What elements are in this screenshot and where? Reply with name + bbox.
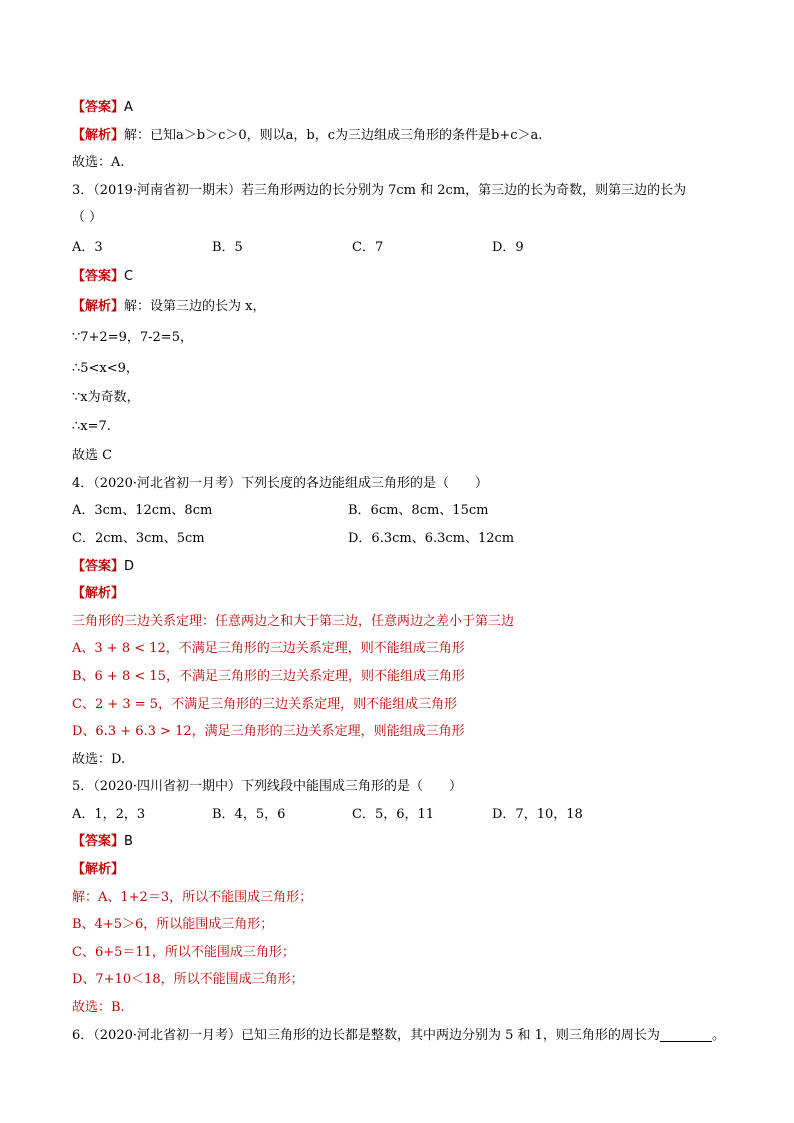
option-c: C．5，6，11 [352, 806, 435, 822]
answer-line [72, 828, 732, 856]
solution-step: D、6.3 + 6.3 > 12，满足三角形的三边关系定理，则能组成三角形 [72, 724, 465, 740]
answer-line [72, 263, 732, 291]
document-page [72, 94, 732, 1049]
option-d: D．6.3cm、6.3cm、12cm [348, 530, 515, 546]
answer-value: A [124, 100, 133, 115]
analysis-text: 解：设第三边的长为 x， [124, 298, 266, 314]
answer-label: 【答案】 [72, 558, 125, 574]
analysis-label: 【解析】 [72, 586, 125, 602]
answer-line [72, 553, 732, 581]
question-stem: 4．（2020·河北省初一月考）下列长度的各边能组成三角形的是（ ） [72, 475, 488, 491]
option-b: B．4，5，6 [212, 806, 286, 822]
option-d: D．7，10，18 [492, 806, 583, 822]
question-stem: 5．（2020·四川省初一期中）下列线段中能围成三角形的是（ ） [72, 779, 462, 795]
analysis-line [72, 291, 732, 322]
answer-label: 【答案】 [72, 100, 125, 115]
conclusion-line: 故选：D. [72, 751, 126, 767]
option-c: C．2cm、3cm、5cm [72, 530, 205, 546]
analysis-label: 【解析】 [72, 127, 125, 143]
solution-step: A、3 + 8 < 12，不满足三角形的三边关系定理，则不能组成三角形 [72, 641, 465, 657]
analysis-text: 解：已知a＞b＞c＞0，则以a，b，c为三边组成三角形的条件是b+c＞a. [124, 127, 543, 143]
solution-step: B、6 + 8 < 15，不满足三角形的三边关系定理，则不能组成三角形 [72, 668, 465, 684]
stem-end: 。 [711, 1027, 725, 1043]
option-a: A．1，2，3 [72, 806, 146, 822]
option-a: A．3 [72, 239, 103, 255]
solution-step: ∵x为奇数， [72, 389, 140, 405]
options-row [72, 801, 732, 829]
answer-blank [660, 1027, 712, 1042]
solution-step: C、2 + 3 = 5，不满足三角形的三边关系定理，则不能组成三角形 [72, 696, 458, 712]
question-stem: 3．（2019·河南省初一期末）若三角形两边的长分别为 7cm 和 2cm，第三边的长为奇数，则第三边的长为 [72, 182, 687, 198]
question-paren: （ ） [72, 210, 103, 226]
analysis-label: 【解析】 [72, 862, 125, 878]
solution-step: ∴x=7. [72, 419, 111, 435]
solution-step: B、4+5＞6，所以能围成三角形； [72, 917, 274, 933]
option-d: D．9 [492, 239, 524, 255]
options-row [72, 525, 732, 553]
question-stem: 6．（2020·河北省初一月考）已知三角形的边长都是整数，其中两边分别为 5 和 1，则三角形的周长为 [72, 1027, 660, 1043]
options-row [72, 497, 732, 525]
option-b: B．6cm、8cm、15cm [348, 503, 489, 519]
conclusion-line: 故选 C [72, 448, 113, 464]
option-b: B．5 [212, 239, 243, 255]
solution-step: C、6+5＝11，所以不能围成三角形； [72, 944, 295, 960]
conclusion-line: 故选：B. [72, 1000, 125, 1016]
answer-label: 【答案】 [72, 268, 125, 284]
analysis-line [72, 856, 732, 884]
answer-value: D [124, 558, 135, 574]
solution-step: ∴5<x<9， [72, 360, 139, 376]
question-stem-with-blank [72, 1022, 732, 1050]
answer-value: B [124, 834, 133, 850]
options-row [72, 232, 732, 263]
solution-step: ∵7+2=9，7-2=5， [72, 329, 193, 345]
option-a: A．3cm、12cm、8cm [72, 503, 213, 519]
theorem-text: 三角形的三边关系定理：任意两边之和大于第三边，任意两边之差小于第三边 [72, 613, 515, 629]
analysis-label: 【解析】 [72, 298, 125, 314]
conclusion-line: 故选：A. [72, 155, 125, 171]
answer-value: C [124, 268, 134, 284]
analysis-line [72, 580, 732, 608]
analysis-line [72, 122, 732, 150]
solution-step: D、7+10＜18，所以不能围成三角形； [72, 972, 304, 988]
option-c: C．7 [352, 239, 384, 255]
answer-line [72, 94, 732, 122]
answer-label: 【答案】 [72, 834, 125, 850]
solution-step: 解：A、1+2＝3，所以不能围成三角形； [72, 889, 313, 905]
